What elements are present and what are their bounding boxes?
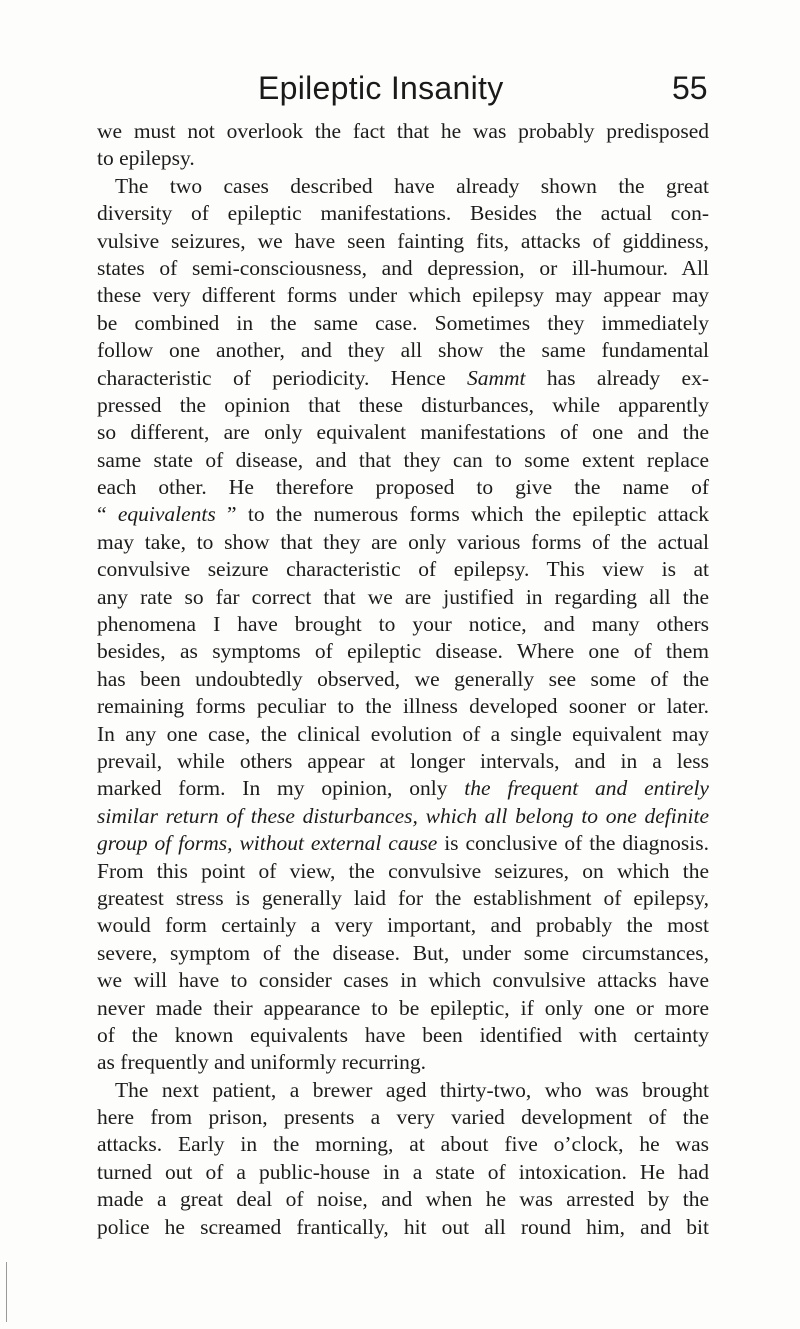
text-segment: The next patient, a brewer aged thirty-two, who was brought (115, 1077, 709, 1102)
text-segment: attacks. Early in the morning, at about five o’clock, he was (97, 1132, 709, 1157)
text-segment: never made their appearance to be epileptic, if only one or more (97, 995, 709, 1020)
text-line (97, 173, 709, 200)
text-segment: of the known equivalents have been identified with certainty (97, 1022, 709, 1047)
text-segment: marked form. In my opinion, only (97, 776, 465, 801)
text-segment: we must not overlook the fact that he was probably predisposed (97, 119, 709, 143)
text-segment: has already ex- (525, 365, 709, 390)
text-line (97, 885, 709, 912)
text-segment: each other. He therefore proposed to give the name of (97, 475, 709, 500)
text-segment: severe, symptom of the disease. But, under some circumstances, (97, 940, 709, 965)
text-segment: is conclusive of the diagnosis. (437, 831, 709, 856)
text-segment: “ (97, 502, 118, 527)
text-segment: vulsive seizures, we have seen fainting fits, attacks of giddiness, (97, 228, 709, 253)
text-line (97, 775, 709, 802)
text-segment: follow one another, and they all show the same fundamental (97, 338, 709, 363)
text-line (97, 419, 709, 446)
text-line (97, 365, 709, 392)
text-segment: as frequently and uniformly recurring. (97, 1050, 426, 1075)
text-segment: besides, as symptoms of epileptic disease. Where one of them (97, 639, 709, 664)
text-segment: would form certainly a very important, and probably the most (97, 913, 709, 938)
text-line (97, 556, 709, 583)
running-head (0, 64, 800, 112)
text-segment: police he screamed frantically, hit out all round him, and bit (97, 1214, 709, 1239)
text-segment: we will have to consider cases in which convulsive attacks have (97, 968, 709, 993)
text-segment: these very different forms under which epilepsy may appear may (97, 283, 709, 308)
text-line (97, 145, 709, 172)
text-segment: may take, to show that they are only various forms of the actual (97, 529, 709, 554)
text-line (97, 118, 709, 145)
text-line (97, 611, 709, 638)
text-line (97, 830, 709, 857)
text-segment: same state of disease, and that they can to some extent replace (97, 447, 709, 472)
margin-line (6, 1262, 7, 1322)
text-segment: so different, are only equivalent manifestations of one and the (97, 420, 709, 445)
text-line (97, 1022, 709, 1049)
text-segment: diversity of epileptic manifestations. Besides the actual con- (97, 201, 709, 226)
text-line (97, 584, 709, 611)
text-line (97, 1077, 709, 1104)
text-line (97, 447, 709, 474)
text-line (97, 392, 709, 419)
text-line (97, 940, 709, 967)
text-segment: ” to the numerous forms which the epileptic attack (215, 502, 710, 527)
text-line (97, 474, 709, 501)
text-line (97, 912, 709, 939)
text-line (97, 200, 709, 227)
text-line (97, 1186, 709, 1213)
text-segment: From this point of view, the convulsive seizures, on which the (97, 858, 709, 883)
text-line (97, 693, 709, 720)
text-segment: turned out of a public-house in a state of intoxication. He had (97, 1159, 709, 1184)
text-segment: pressed the opinion that these disturbances, while apparently (97, 392, 709, 417)
text-segment: prevail, while others appear at longer intervals, and in a less (97, 748, 709, 773)
text-segment: characteristic of periodicity. Hence (97, 365, 467, 390)
italic-text: equivalents (117, 502, 216, 527)
italic-text: the frequent and entirely (464, 776, 709, 801)
text-line (97, 1049, 709, 1076)
text-line (97, 282, 709, 309)
text-line (97, 721, 709, 748)
text-line (97, 310, 709, 337)
text-line (97, 337, 709, 364)
text-line (97, 501, 709, 528)
text-line (97, 967, 709, 994)
text-segment: states of semi-consciousness, and depression, or ill-humour. All (97, 255, 709, 280)
text-line (97, 255, 709, 282)
text-segment: convulsive seizure characteristic of epilepsy. This view is at (97, 557, 709, 582)
text-line (97, 1104, 709, 1131)
text-line (97, 1131, 709, 1158)
italic-text: similar return of these disturbances, which all belong to one definite (97, 803, 709, 828)
text-line (97, 1159, 709, 1186)
text-segment: In any one case, the clinical evolution of a single equivalent may (97, 721, 709, 746)
text-segment: made a great deal of noise, and when he was arrested by the (97, 1187, 709, 1212)
text-line (97, 638, 709, 665)
text-segment: any rate so far correct that we are justified in regarding all the (97, 584, 709, 609)
running-title: Epileptic Insanity (258, 70, 504, 106)
text-line (97, 995, 709, 1022)
text-line (97, 666, 709, 693)
italic-text: group of forms, without external cause (97, 831, 438, 856)
text-segment: to epilepsy. (97, 146, 195, 171)
page-number: 55 (672, 70, 708, 106)
text-line (97, 858, 709, 885)
text-line (97, 748, 709, 775)
text-segment: The two cases described have already shown the great (115, 173, 709, 198)
text-segment: greatest stress is generally laid for the establishment of epilepsy, (97, 885, 709, 910)
text-segment: phenomena I have brought to your notice, and many others (97, 612, 709, 637)
text-segment: here from prison, presents a very varied development of the (97, 1105, 709, 1130)
text-line (97, 228, 709, 255)
text-segment: has been undoubtedly observed, we generally see some of the (97, 666, 709, 691)
text-line (97, 1214, 709, 1241)
italic-text: Sammt (466, 365, 526, 390)
text-line (97, 529, 709, 556)
body-text (97, 118, 709, 1241)
text-segment: remaining forms peculiar to the illness developed sooner or later. (97, 694, 709, 719)
text-segment: be combined in the same case. Sometimes they immediately (97, 310, 709, 335)
text-line (97, 803, 709, 830)
